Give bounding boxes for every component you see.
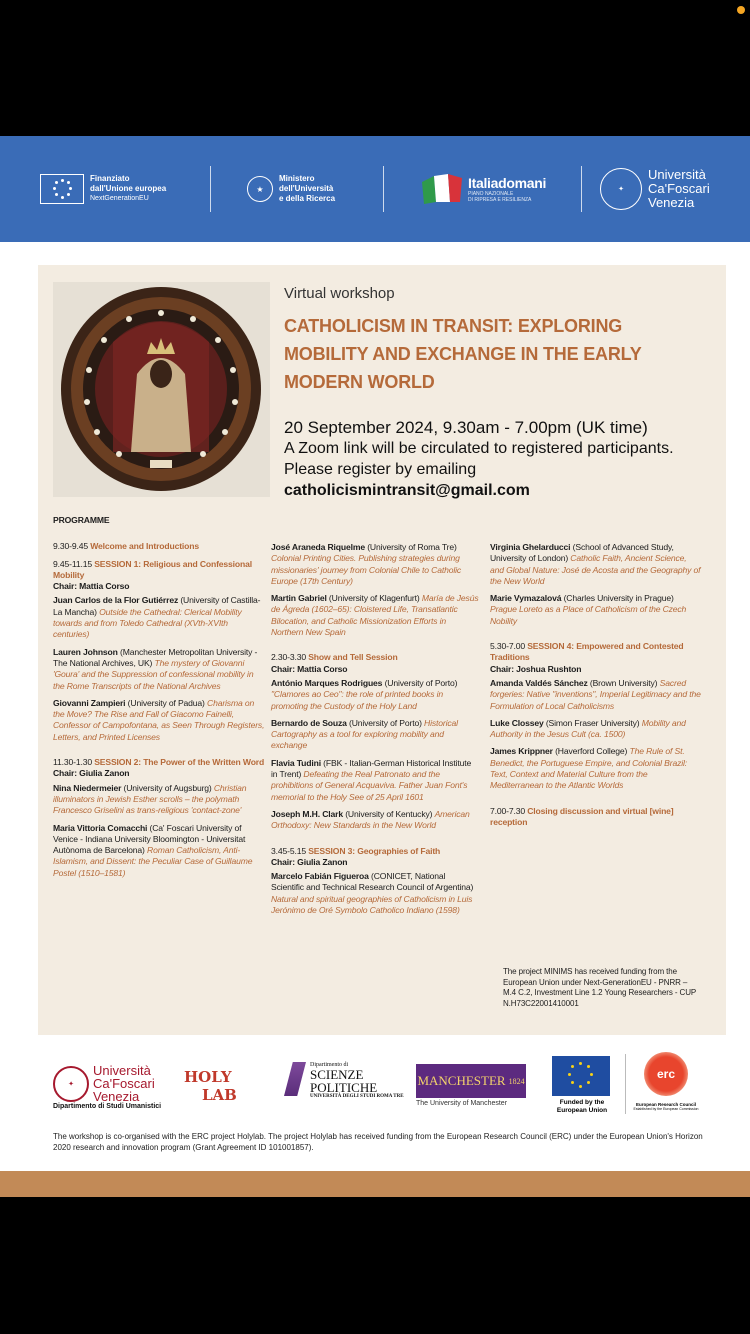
programme-column-3 bbox=[490, 542, 702, 834]
session-title: SESSION 2: The Power of the Written Word bbox=[94, 757, 265, 768]
talk-title: Sacred forgeries: Native "inventions", Imperial Legitimacy and the Formulation of Local Catholicisms bbox=[490, 677, 701, 711]
eu-line3: NextGenerationEU bbox=[90, 195, 149, 202]
speaker-name: Virginia Ghelarducci bbox=[490, 542, 571, 552]
slot-time: 5.30-7.00 bbox=[490, 641, 525, 652]
talk bbox=[490, 718, 702, 741]
manchester-crest bbox=[416, 1064, 526, 1098]
speaker-affiliation: (Haverford College) bbox=[552, 746, 630, 757]
mur-line1: Ministero bbox=[279, 174, 315, 183]
ca-foscari-dsu-logo bbox=[53, 1064, 155, 1103]
speaker-name: Amanda Valdés Sánchez bbox=[490, 677, 588, 688]
manc-word: MANCHESTER bbox=[417, 1073, 506, 1088]
programme-column-2 bbox=[271, 542, 479, 922]
talk-title: Catholic Faith, Ancient Science, and Global Nature: José de Acosta and the Geography of the New World bbox=[490, 553, 701, 586]
talk-title: American Orthodoxy: New Standards in the New World bbox=[271, 808, 470, 831]
italia-sub1: PIANO NAZIONALE bbox=[468, 191, 514, 197]
bottom-band bbox=[0, 1171, 750, 1197]
speaker-name: Lauren Johnson bbox=[53, 646, 118, 657]
talk-title: Defeating the Real Patronato and the prohibitions of General Acquaviva. Father Juan Font's memorial to the Holy See of 25 April 1601 bbox=[271, 769, 468, 802]
speaker-name: Marie Vymazalová bbox=[490, 593, 562, 604]
talk-title: Prague Loreto as a Place of Catholicism of the Czech Nobility bbox=[490, 604, 687, 626]
manc-year: 1824 bbox=[508, 1076, 525, 1086]
speaker-name: Martin Gabriel bbox=[271, 593, 327, 604]
eu-funded-logo bbox=[552, 1056, 612, 1115]
session-title: Show and Tell Session bbox=[308, 652, 398, 663]
event-kind: Virtual workshop bbox=[284, 285, 395, 302]
eu-funded-label: Funded by the European Union bbox=[556, 1099, 608, 1114]
erc-sub2: Established by the European Commission bbox=[633, 1107, 699, 1111]
register-email-link[interactable]: catholicismintransit@gmail.com bbox=[284, 482, 530, 499]
speaker-affiliation: (University of Klagenfurt) bbox=[326, 593, 422, 604]
talk-title: Outside the Cathedral: Clerical Mobility towards and from Toledo Cathedral (XVth-XVIth centuries) bbox=[53, 606, 242, 640]
holylab-line1: HOLY bbox=[184, 1068, 232, 1086]
funding-header bbox=[0, 136, 750, 242]
header-divider bbox=[383, 166, 384, 212]
italiadomani-logo bbox=[420, 136, 546, 242]
ca-foscari-seal-icon: ✦ bbox=[600, 168, 642, 210]
ucf-line2: Ca'Foscari bbox=[648, 181, 710, 196]
eu-line1: Finanziato bbox=[90, 174, 130, 183]
speaker-name: Marcelo Fabián Figueroa bbox=[271, 871, 369, 882]
session-heading bbox=[53, 757, 265, 768]
talk-title: María de Jesús de Ágreda (1602–65): Cloistered Life, Transatlantic Bilocation, and Catholic Missionization Efforts in Northern New Spain bbox=[271, 593, 479, 638]
programme-slot bbox=[53, 541, 265, 552]
ca-foscari-header-logo bbox=[600, 136, 710, 242]
programme-slot bbox=[490, 806, 702, 829]
speaker-affiliation: (Manchester Metropolitan University - The National Archives, UK) bbox=[53, 646, 258, 668]
talk bbox=[271, 718, 479, 752]
speaker-affiliation: (University of Castilla-La Mancha) bbox=[53, 595, 261, 617]
speaker-name: Bernardo de Souza bbox=[271, 717, 347, 728]
talk bbox=[271, 758, 479, 803]
talk bbox=[271, 593, 479, 638]
partner-logos bbox=[0, 1046, 750, 1126]
ucf-line1: Università bbox=[648, 167, 706, 182]
erc-text: erc bbox=[656, 1067, 676, 1081]
session-chair: Chair: Joshua Rushton bbox=[490, 663, 582, 674]
speaker-affiliation: (University of Padua) bbox=[125, 697, 208, 708]
session-heading bbox=[271, 846, 479, 857]
slot-time: 11.30-1.30 bbox=[53, 757, 92, 768]
speaker-name: Giovanni Zampieri bbox=[53, 697, 126, 708]
speaker-affiliation: (University of Porto) bbox=[382, 677, 458, 688]
header-divider bbox=[210, 166, 211, 212]
minims-funding-note: The project MINIMS has received funding from the European Union under Next-GenerationEU - PNRR – M.4 C.2, Investment Line 1.2 Young Researchers - CUP N.H73C22001410001 bbox=[503, 967, 696, 1008]
logo-divider bbox=[625, 1054, 626, 1114]
domani-word: domani bbox=[498, 175, 547, 191]
talk-title: The mystery of Giovanni 'Goura' and the Suppression of confessional mobility in the Rome Transcripts of the National Archives bbox=[53, 657, 254, 691]
ucf-logo-line1: Università bbox=[93, 1063, 151, 1078]
speaker-affiliation: (Charles University in Prague) bbox=[561, 593, 674, 604]
madonna-portrait-image bbox=[53, 282, 270, 497]
mur-logo bbox=[247, 136, 335, 242]
event-details bbox=[284, 417, 714, 501]
erc-circle-icon bbox=[644, 1052, 688, 1096]
italy-emblem-icon: ★ bbox=[247, 176, 273, 202]
slot-time: 3.45-5.15 bbox=[271, 845, 306, 856]
speaker-affiliation: (University of Augsburg) bbox=[121, 782, 214, 793]
speaker-affiliation: (University of Porto) bbox=[346, 717, 425, 728]
poster bbox=[0, 136, 750, 1197]
speaker-affiliation: (University of Kentucky) bbox=[342, 808, 435, 819]
speaker-name: Joseph M.H. Clark bbox=[271, 808, 343, 819]
erc-logo bbox=[632, 1052, 700, 1111]
sp-university: UNIVERSITÀ DEGLI STUDI ROMA TRE bbox=[310, 1094, 404, 1099]
speaker-name: José Araneda Riquelme bbox=[271, 542, 365, 552]
manchester-logo bbox=[416, 1064, 526, 1107]
speaker-name: António Marques Rodrigues bbox=[271, 677, 383, 688]
talk bbox=[271, 678, 479, 712]
slot-title: Closing discussion and virtual [wine] reception bbox=[490, 805, 674, 827]
talk bbox=[490, 746, 702, 791]
talk bbox=[53, 823, 265, 879]
speaker-affiliation: (CONICET, National Scientific and Technical Research Council of Argentina) bbox=[271, 871, 474, 893]
event-header bbox=[284, 285, 714, 501]
mur-line2: dell'Università bbox=[279, 184, 334, 193]
talk-title: Charisma on the Move? The Rise and Fall of Giacomo Fainelli, Confessor of Campofontana, as Seen Through Registers, Letters, and Printed Licenses bbox=[53, 697, 265, 742]
ucf-line3: Venezia bbox=[648, 195, 695, 210]
register-line bbox=[284, 459, 714, 501]
slot-time: 2.30-3.30 bbox=[271, 652, 306, 663]
speaker-affiliation: (School of Advanced Study, University of London) bbox=[490, 542, 674, 564]
speaker-affiliation: (Brown University) bbox=[587, 677, 660, 688]
italiadomani-flag-icon bbox=[420, 172, 464, 206]
speaker-name: Nina Niedermeier bbox=[53, 782, 122, 793]
eu-flag-icon bbox=[552, 1056, 610, 1096]
talk-title: Historical Cartography as a tool for exploring mobility and exchange bbox=[271, 717, 458, 751]
ucf-logo-line2: Ca'Foscari bbox=[93, 1076, 155, 1091]
scienze-politiche-logo bbox=[284, 1062, 404, 1099]
talk bbox=[53, 698, 265, 743]
talk bbox=[271, 809, 479, 832]
holylab-footnote: The workshop is co-organised with the ERC project Holylab. The project Holylab has received funding from the European Research Council (ERC) under the European Union's Horizon 2020 research and innovation program (Grant Agreement ID 101001857). bbox=[53, 1132, 703, 1152]
talk-title: The Rule of St. Benedict, the Portuguese Empire, and Colonial Brazil: Text, Context and Material Culture from the Mediterranean to the Atlantic Worlds bbox=[490, 746, 687, 791]
session-heading bbox=[53, 559, 265, 582]
event-date: 20 September 2024, 9.30am - 7.00pm (UK time) bbox=[284, 418, 648, 437]
erc-sub: European Research Council bbox=[635, 1102, 697, 1107]
italia-word: Italia bbox=[468, 175, 499, 191]
event-title-line3: MODERN WORLD bbox=[284, 372, 435, 392]
eu-line2: dall'Unione europea bbox=[90, 184, 167, 193]
ucf-logo-line3: Venezia bbox=[93, 1089, 140, 1104]
ca-foscari-seal-icon: ✦ bbox=[53, 1066, 89, 1102]
talk bbox=[271, 542, 479, 587]
talk bbox=[490, 542, 702, 587]
talk-title: Roman Catholicism, Anti-Islamism, and Dissent: the Peculiar Case of Guillaume Postel (1510–1581) bbox=[53, 845, 253, 878]
talk bbox=[53, 647, 265, 692]
scienze-politiche-icon bbox=[284, 1062, 306, 1096]
slot-title: Welcome and Introductions bbox=[90, 541, 199, 552]
talk bbox=[490, 593, 702, 627]
talk bbox=[490, 678, 702, 712]
slot-time: 9.30-9.45 bbox=[53, 541, 88, 552]
session-heading bbox=[490, 641, 702, 664]
speaker-name: Juan Carlos de la Flor Gutiérrez bbox=[53, 595, 179, 606]
speaker-affiliation: (Ca' Foscari University of Venice - Indiana University Bloomington - Universitat Autònoma de Barcelona) bbox=[53, 822, 246, 856]
slot-time: 9.45-11.15 bbox=[53, 558, 92, 569]
sp-dept-label: Dipartimento di bbox=[310, 1062, 349, 1068]
session-title: SESSION 3: Geographies of Faith bbox=[308, 845, 441, 856]
sp-line2: POLITICHE bbox=[310, 1080, 378, 1095]
programme-heading: PROGRAMME bbox=[53, 515, 110, 525]
speaker-affiliation: (University of Roma Tre) bbox=[364, 542, 457, 552]
speaker-name: Flavia Tudini bbox=[271, 757, 321, 768]
sp-line1: SCIENZE bbox=[310, 1067, 364, 1082]
holylab-logo bbox=[184, 1068, 237, 1104]
talk-title: Colonial Printing Cities. Publishing strategies during missionaries' journey from Colonial Chile to Catholic Europe (17th Century) bbox=[271, 553, 461, 586]
programme-column-1 bbox=[53, 515, 265, 885]
speaker-name: Luke Clossey bbox=[490, 717, 544, 728]
talk-title: Mobility and Authority in the Jesus Cult (ca. 1500) bbox=[490, 717, 686, 740]
speaker-affiliation: (FBK - Italian-German Historical Institute in Trent) bbox=[271, 757, 472, 780]
session-title: SESSION 1: Religious and Confessional Mobility bbox=[53, 558, 252, 580]
session-chair: Chair: Giulia Zanon bbox=[53, 768, 130, 779]
session-title: SESSION 4: Empowered and Contested Traditions bbox=[490, 641, 684, 663]
session-chair: Chair: Mattia Corso bbox=[271, 663, 348, 674]
talk bbox=[53, 595, 265, 640]
header-divider bbox=[581, 166, 582, 212]
talk bbox=[53, 783, 265, 817]
speaker-name: James Krippner bbox=[490, 746, 553, 757]
ucf-department: Dipartimento di Studi Umanistici bbox=[53, 1103, 162, 1110]
holylab-line2: LAB bbox=[202, 1086, 237, 1104]
event-title bbox=[284, 312, 714, 396]
slot-time: 7.00-7.30 bbox=[490, 805, 525, 816]
status-indicator-dot bbox=[737, 6, 745, 14]
event-title-line2: MOBILITY AND EXCHANGE IN THE EARLY bbox=[284, 344, 642, 364]
event-title-line1: CATHOLICISM IN TRANSIT: EXPLORING bbox=[284, 316, 623, 336]
eu-funding-logo bbox=[40, 136, 166, 242]
talk-title: "Clamores ao Ceo": the role of printed books in promoting the Custody of the Holy Land bbox=[271, 689, 443, 711]
talk bbox=[271, 871, 479, 916]
talk-title: Christian illuminators in Jewish Esther scrolls – the polymath Francesco Griselini as trans-religious 'contact-zone' bbox=[53, 782, 247, 816]
register-prefix: Please register by emailing bbox=[284, 461, 477, 478]
mur-line3: e della Ricerca bbox=[279, 194, 336, 203]
speaker-name: Maria Vittoria Comacchi bbox=[53, 822, 148, 833]
eu-flag-icon bbox=[40, 174, 84, 204]
italia-sub2: DI RIPRESA E RESILIENZA bbox=[468, 197, 532, 203]
content-panel bbox=[38, 265, 726, 1035]
zoom-note: A Zoom link will be circulated to registered participants. bbox=[284, 440, 674, 457]
manc-sub: The University of Manchester bbox=[416, 1100, 508, 1107]
talk-title: Natural and spiritual geographies of Catholicism in Luis Jerónimo de Oré Symbolo Catholico Indiano (1598) bbox=[271, 893, 473, 916]
session-chair: Chair: Giulia Zanon bbox=[271, 856, 348, 867]
speaker-affiliation: (Simon Fraser University) bbox=[543, 717, 642, 728]
session-heading bbox=[271, 652, 479, 663]
session-chair: Chair: Mattia Corso bbox=[53, 581, 130, 592]
